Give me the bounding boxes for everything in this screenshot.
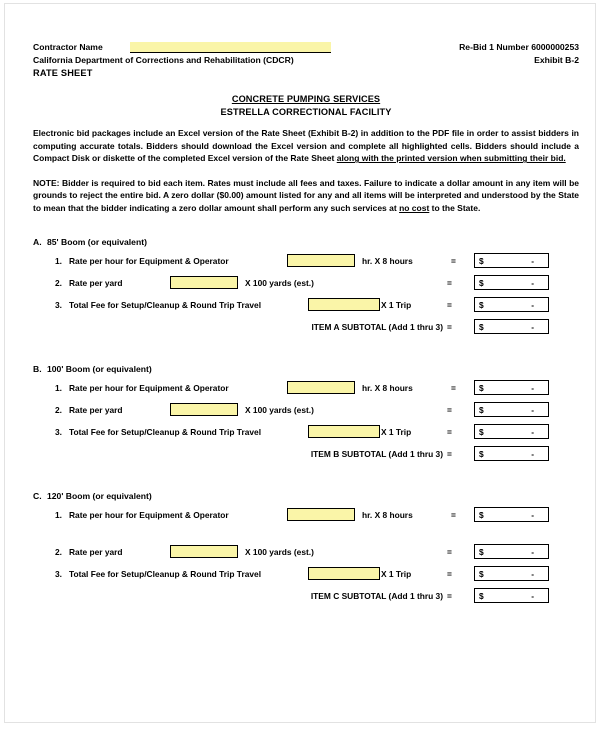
result-value: - — [531, 321, 534, 332]
section-b-row-2 — [33, 401, 579, 423]
row-label: Rate per yard — [69, 277, 123, 288]
section-b-title: 100' Boom (or equivalent) — [47, 363, 152, 374]
section-a-row-1 — [33, 252, 579, 274]
section-b-rate-hour-input[interactable] — [287, 381, 355, 394]
equals-sign: = — [447, 568, 452, 579]
section-b-setup-fee-input[interactable] — [308, 425, 380, 438]
agency-name: California Department of Corrections and Rehabilitation (CDCR) — [33, 55, 294, 65]
row-tail: X 100 yards (est.) — [245, 277, 314, 288]
section-a-row-2 — [33, 274, 579, 296]
section-a-heading — [33, 237, 579, 247]
section-c-title: 120' Boom (or equivalent) — [47, 490, 152, 501]
section-b-rate-yard-input[interactable] — [170, 403, 238, 416]
section-a-rate-hour-input[interactable] — [287, 254, 355, 267]
section-c-rate-hour-input[interactable] — [287, 508, 355, 521]
equals-sign: = — [451, 382, 456, 393]
section-c-letter: C. — [33, 490, 42, 501]
contractor-name-label: Contractor Name — [33, 42, 103, 52]
title-service: CONCRETE PUMPING SERVICES — [231, 94, 381, 104]
equals-sign: = — [447, 277, 452, 288]
result-value: - — [531, 546, 534, 557]
dollar-sign: $ — [479, 448, 484, 459]
note-paragraph-text: NOTE: Bidder is required to bid each item. Rates must include all fees and taxes. Failure to indicate a dollar amount in any item will be grounds to reject the entire bid. A zero dollar ($0.00) amount listed for any and all items will be interpreted and understood by the State to mean that the bidder indicating a zero dollar amount shall perform any such services at — [33, 177, 579, 213]
section-c-result-2 — [474, 544, 549, 559]
row-label: Total Fee for Setup/Cleanup & Round Trip Travel — [69, 426, 262, 437]
section-c-row-3 — [33, 565, 579, 587]
section-a — [33, 237, 579, 340]
section-b-subtotal-value — [474, 446, 549, 461]
dollar-sign: $ — [479, 255, 484, 266]
row-number: 3. — [55, 568, 62, 579]
equals-sign: = — [447, 426, 452, 437]
section-c — [33, 491, 579, 609]
section-a-result-2 — [474, 275, 549, 290]
dollar-sign: $ — [479, 382, 484, 393]
row-number: 3. — [55, 299, 62, 310]
row-label: Rate per hour for Equipment & Operator — [69, 509, 229, 520]
equals-sign: = — [447, 299, 452, 310]
section-c-heading — [33, 491, 579, 501]
result-value: - — [531, 299, 534, 310]
result-value: - — [531, 568, 534, 579]
dollar-sign: $ — [479, 404, 484, 415]
intro-paragraph-text: Electronic bid packages include an Excel version of the Rate Sheet (Exhibit B-2) in addition to the PDF file in order to assist bidders in computing accurate totals. Bidders should download the Excel version and complete all highlighted cells. Bidders should include a Compact Disk or diskette of the completed Excel version of the Rate Sheet — [33, 128, 579, 164]
equals-sign: = — [451, 255, 456, 266]
section-b — [33, 364, 579, 467]
section-c-row-1 — [33, 506, 579, 543]
section-b-subtotal-label: ITEM B SUBTOTAL (Add 1 thru 3) — [310, 448, 443, 459]
equals-sign: = — [447, 448, 452, 459]
result-value: - — [531, 382, 534, 393]
section-c-setup-fee-input[interactable] — [308, 567, 380, 580]
header-row-agency — [33, 54, 579, 67]
section-b-subtotal-row — [33, 445, 579, 467]
row-label: Rate per yard — [69, 404, 123, 415]
equals-sign: = — [447, 546, 452, 557]
section-c-result-3 — [474, 566, 549, 581]
dollar-sign: $ — [479, 509, 484, 520]
rebid-number-value: 6000000253 — [531, 42, 579, 52]
section-b-result-3 — [474, 424, 549, 439]
document-body — [33, 41, 579, 609]
result-value: - — [531, 277, 534, 288]
section-c-result-1 — [474, 507, 549, 522]
note-paragraph-emphasis: no cost — [399, 202, 430, 213]
section-a-subtotal-value — [474, 319, 549, 334]
row-tail: X 1 Trip — [381, 568, 412, 579]
note-paragraph-text-end: to the State. — [429, 202, 481, 213]
section-c-subtotal-label: ITEM C SUBTOTAL (Add 1 thru 3) — [310, 590, 443, 601]
title-facility: ESTRELLA CORRECTIONAL FACILITY — [220, 106, 392, 117]
dollar-sign: $ — [479, 277, 484, 288]
row-number: 1. — [55, 255, 62, 266]
row-tail: hr. X 8 hours — [362, 255, 413, 266]
equals-sign: = — [447, 404, 452, 415]
header-row-contractor — [33, 41, 579, 54]
section-a-title: 85' Boom (or equivalent) — [47, 236, 147, 247]
dollar-sign: $ — [479, 299, 484, 310]
section-b-heading — [33, 364, 579, 374]
section-a-row-3 — [33, 296, 579, 318]
contractor-name-input[interactable] — [130, 42, 331, 53]
result-value: - — [531, 509, 534, 520]
result-value: - — [531, 426, 534, 437]
row-tail: X 100 yards (est.) — [245, 404, 314, 415]
section-a-letter: A. — [33, 236, 42, 247]
section-b-row-1 — [33, 379, 579, 401]
row-number: 2. — [55, 404, 62, 415]
section-a-result-3 — [474, 297, 549, 312]
row-number: 1. — [55, 382, 62, 393]
row-tail: X 1 Trip — [381, 426, 412, 437]
section-a-subtotal-row — [33, 318, 579, 340]
result-value: - — [531, 255, 534, 266]
row-label: Total Fee for Setup/Cleanup & Round Trip Travel — [69, 299, 262, 310]
dollar-sign: $ — [479, 568, 484, 579]
row-number: 2. — [55, 277, 62, 288]
result-value: - — [531, 404, 534, 415]
row-tail: X 100 yards (est.) — [245, 546, 314, 557]
result-value: - — [531, 448, 534, 459]
row-tail: hr. X 8 hours — [362, 509, 413, 520]
note-paragraph — [33, 177, 579, 215]
rebid-number-label: Re-Bid 1 Number — [459, 42, 529, 52]
document-type-label: RATE SHEET — [33, 68, 93, 78]
row-number: 1. — [55, 509, 62, 520]
section-c-rate-yard-input[interactable] — [170, 545, 238, 558]
intro-paragraph-emphasis: along with the printed version when submitting their bid. — [336, 153, 566, 164]
row-label: Total Fee for Setup/Cleanup & Round Trip Travel — [69, 568, 262, 579]
row-label: Rate per hour for Equipment & Operator — [69, 382, 229, 393]
dollar-sign: $ — [479, 321, 484, 332]
row-label: Rate per yard — [69, 546, 123, 557]
equals-sign: = — [447, 321, 452, 332]
equals-sign: = — [447, 590, 452, 601]
rebid-number — [459, 41, 579, 54]
row-number: 3. — [55, 426, 62, 437]
section-c-subtotal-value — [474, 588, 549, 603]
dollar-sign: $ — [479, 590, 484, 601]
result-value: - — [531, 590, 534, 601]
dollar-sign: $ — [479, 546, 484, 557]
section-b-row-3 — [33, 423, 579, 445]
section-b-result-2 — [474, 402, 549, 417]
row-label: Rate per hour for Equipment & Operator — [69, 255, 229, 266]
section-a-result-1 — [474, 253, 549, 268]
exhibit-label: Exhibit B-2 — [534, 55, 579, 65]
document-page — [4, 3, 596, 723]
section-a-setup-fee-input[interactable] — [308, 298, 380, 311]
row-tail: X 1 Trip — [381, 299, 412, 310]
section-c-subtotal-row — [33, 587, 579, 609]
title-block — [33, 93, 579, 118]
dollar-sign: $ — [479, 426, 484, 437]
section-a-subtotal-label: ITEM A SUBTOTAL (Add 1 thru 3) — [311, 321, 443, 332]
row-number: 2. — [55, 546, 62, 557]
section-b-result-1 — [474, 380, 549, 395]
section-c-row-2 — [33, 543, 579, 565]
section-b-letter: B. — [33, 363, 42, 374]
equals-sign: = — [451, 509, 456, 520]
row-tail: hr. X 8 hours — [362, 382, 413, 393]
intro-paragraph — [33, 127, 579, 165]
section-a-rate-yard-input[interactable] — [170, 276, 238, 289]
